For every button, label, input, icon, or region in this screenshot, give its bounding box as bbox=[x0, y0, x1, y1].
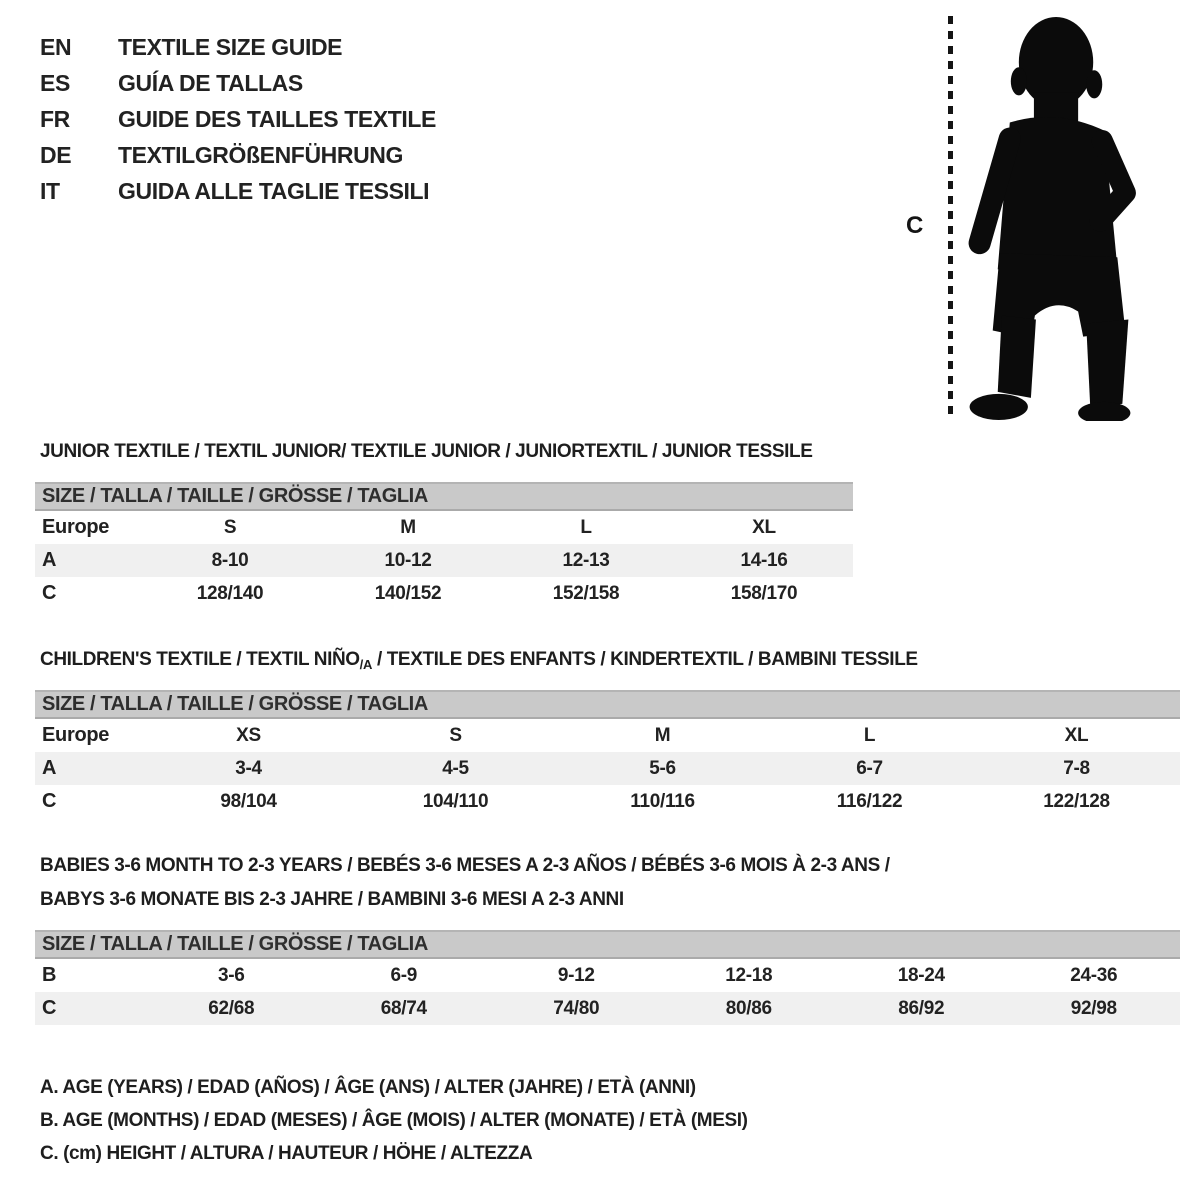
children-title-text: / TEXTILE DES ENFANTS / KINDERTEXTIL / BAMBINI TESSILE bbox=[372, 649, 918, 670]
height-cell: 128/140 bbox=[196, 582, 264, 604]
height-cell: 152/158 bbox=[552, 582, 620, 604]
size-cell: L bbox=[580, 516, 592, 538]
row-label: C bbox=[42, 997, 57, 1019]
children-title-text: CHILDREN'S TEXTILE / TEXTIL NIÑO bbox=[40, 649, 360, 670]
months-cell: 9-12 bbox=[557, 964, 595, 986]
lang-row-fr bbox=[40, 101, 436, 137]
table-row-europe bbox=[35, 511, 853, 544]
table-row-months bbox=[35, 959, 1180, 992]
row-label: Europe bbox=[42, 516, 110, 538]
size-cell: S bbox=[449, 724, 462, 746]
size-cell: XL bbox=[1064, 724, 1089, 746]
months-cell: 12-18 bbox=[725, 964, 773, 986]
age-cell: 6-7 bbox=[856, 757, 883, 779]
junior-section-title: JUNIOR TEXTILE / TEXTIL JUNIOR/ TEXTILE JUNIOR / JUNIORTEXTIL / JUNIOR TESSILE bbox=[40, 441, 813, 462]
language-title-list bbox=[40, 29, 436, 209]
row-label: A bbox=[42, 757, 57, 779]
table-row-age bbox=[35, 752, 1180, 785]
size-cell: XS bbox=[236, 724, 261, 746]
row-label: A bbox=[42, 549, 57, 571]
height-cell: 92/98 bbox=[1070, 997, 1117, 1019]
children-title-sub: /A bbox=[359, 657, 373, 672]
height-cell: 158/170 bbox=[730, 582, 798, 604]
age-cell: 12-13 bbox=[562, 549, 610, 571]
lang-row-es bbox=[40, 65, 436, 101]
lang-row-de bbox=[40, 137, 436, 173]
legend-line-a: A. AGE (YEARS) / EDAD (AÑOS) / ÂGE (ANS) / ALTER (JAHRE) / ETÀ (ANNI) bbox=[40, 1077, 696, 1098]
size-header-band bbox=[35, 482, 853, 511]
months-cell: 6-9 bbox=[390, 964, 418, 986]
table-row-europe bbox=[35, 719, 1180, 752]
height-cell: 104/110 bbox=[422, 790, 489, 812]
size-cell: M bbox=[654, 724, 671, 746]
age-cell: 5-6 bbox=[649, 757, 676, 779]
height-cell: 80/86 bbox=[725, 997, 772, 1019]
months-cell: 18-24 bbox=[897, 964, 945, 986]
table-row-height bbox=[35, 785, 1180, 818]
height-cell: 86/92 bbox=[898, 997, 945, 1019]
age-cell: 10-12 bbox=[384, 549, 432, 571]
lang-code: ES bbox=[40, 69, 70, 96]
height-cell: 62/68 bbox=[208, 997, 255, 1019]
lang-code: FR bbox=[40, 105, 70, 132]
lang-title: GUIDA ALLE TAGLIE TESSILI bbox=[118, 177, 430, 204]
size-header-text: SIZE / TALLA / TAILLE / GRÖSSE / TAGLIA bbox=[42, 693, 428, 715]
size-header-band bbox=[35, 930, 1180, 959]
children-section-title bbox=[40, 643, 918, 682]
babies-size-table bbox=[35, 930, 1180, 1025]
age-cell: 8-10 bbox=[211, 549, 249, 571]
size-header-text: SIZE / TALLA / TAILLE / GRÖSSE / TAGLIA bbox=[42, 485, 428, 507]
size-header-text: SIZE / TALLA / TAILLE / GRÖSSE / TAGLIA bbox=[42, 933, 428, 955]
toddler-silhouette-icon bbox=[963, 14, 1140, 421]
height-cell: 98/104 bbox=[220, 790, 277, 812]
size-header-band bbox=[35, 690, 1180, 719]
measurement-legend bbox=[40, 1071, 748, 1170]
lang-title: TEXTILGRÖßENFÜHRUNG bbox=[118, 141, 403, 168]
table-row-height bbox=[35, 992, 1180, 1025]
size-cell: L bbox=[863, 724, 876, 746]
months-cell: 3-6 bbox=[217, 964, 245, 986]
height-cell: 122/128 bbox=[1043, 790, 1110, 812]
row-label: B bbox=[42, 964, 57, 986]
age-cell: 7-8 bbox=[1063, 757, 1090, 779]
babies-title-line1: BABIES 3-6 MONTH TO 2-3 YEARS / BEBÉS 3-6 MESES A 2-3 AÑOS / BÉBÉS 3-6 MOIS À 2-3 ANS / bbox=[40, 855, 890, 876]
size-cell: S bbox=[223, 516, 237, 538]
height-measure-label: C bbox=[906, 212, 924, 239]
row-label: C bbox=[42, 582, 57, 604]
lang-title: GUÍA DE TALLAS bbox=[118, 69, 303, 96]
age-cell: 14-16 bbox=[740, 549, 788, 571]
babies-title-line2: BABYS 3-6 MONATE BIS 2-3 JAHRE / BAMBINI 3-6 MESI A 2-3 ANNI bbox=[40, 889, 624, 910]
children-size-table bbox=[35, 690, 1180, 818]
table-row-height bbox=[35, 577, 853, 610]
lang-row-it bbox=[40, 173, 436, 209]
lang-code: DE bbox=[40, 141, 72, 168]
age-cell: 4-5 bbox=[442, 757, 469, 779]
legend-line-c: C. (cm) HEIGHT / ALTURA / HAUTEUR / HÖHE / ALTEZZA bbox=[40, 1143, 533, 1164]
age-cell: 3-4 bbox=[235, 757, 262, 779]
junior-size-table bbox=[35, 482, 853, 610]
height-cell: 74/80 bbox=[553, 997, 600, 1019]
table-row-age bbox=[35, 544, 853, 577]
lang-code: IT bbox=[40, 177, 60, 204]
lang-code: EN bbox=[40, 33, 72, 60]
size-cell: M bbox=[400, 516, 416, 538]
lang-title: GUIDE DES TAILLES TEXTILE bbox=[118, 105, 436, 132]
months-cell: 24-36 bbox=[1070, 964, 1118, 986]
row-label: C bbox=[42, 790, 57, 812]
height-cell: 110/116 bbox=[630, 790, 695, 812]
babies-section-title bbox=[40, 849, 890, 917]
height-cell: 68/74 bbox=[380, 997, 427, 1019]
legend-line-b: B. AGE (MONTHS) / EDAD (MESES) / ÂGE (MOIS) / ALTER (MONATE) / ETÀ (MESI) bbox=[40, 1110, 748, 1131]
height-cell: 116/122 bbox=[836, 790, 903, 812]
lang-title: TEXTILE SIZE GUIDE bbox=[118, 33, 343, 60]
size-cell: XL bbox=[752, 516, 776, 538]
lang-row-en bbox=[40, 29, 436, 65]
height-cell: 140/152 bbox=[374, 582, 442, 604]
height-measure-dashed-line bbox=[948, 16, 953, 416]
row-label: Europe bbox=[42, 724, 110, 746]
